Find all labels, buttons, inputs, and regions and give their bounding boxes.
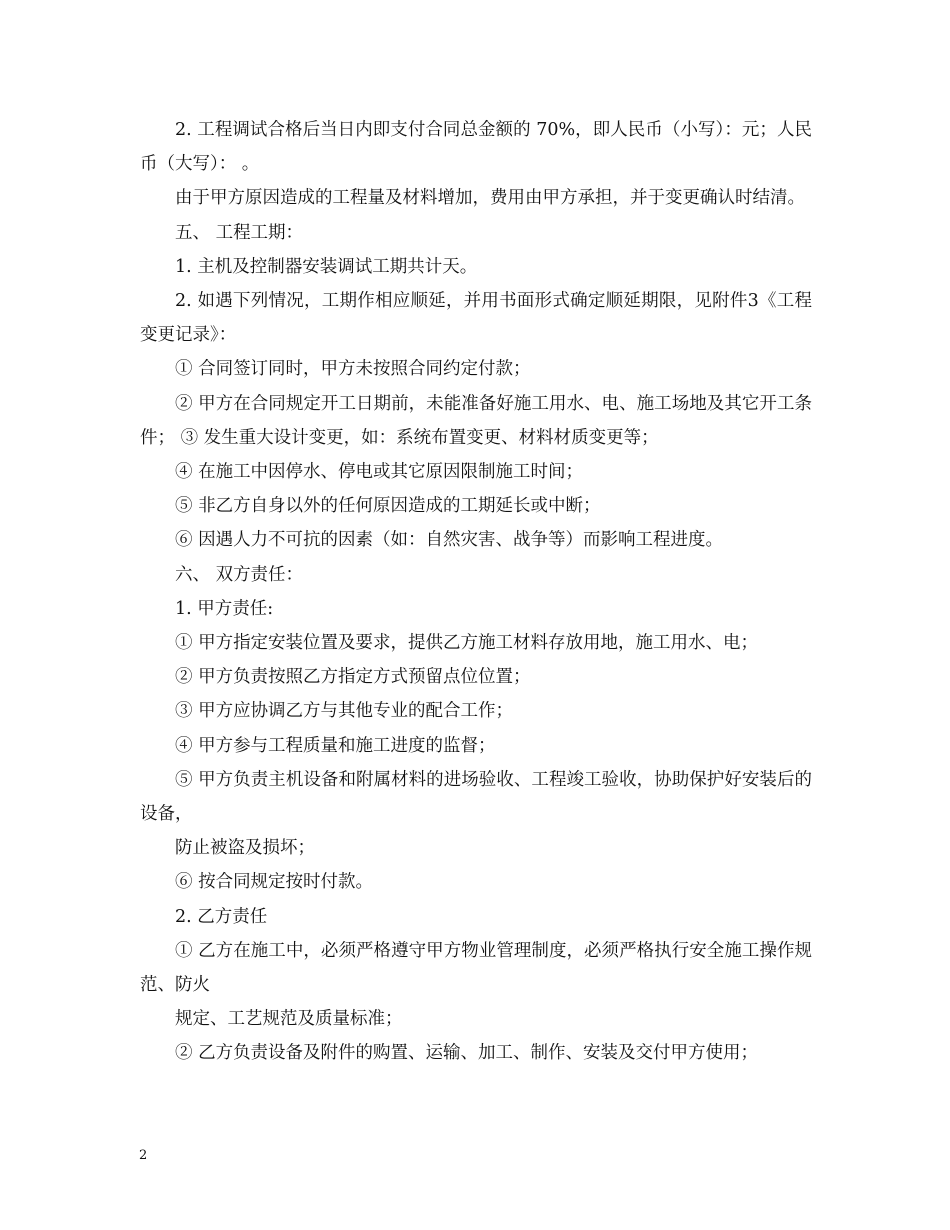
subsection-heading: 1. 甲方责任: [175,598,274,619]
section-heading: 六、 双方责任： [175,564,304,585]
document-body [140,113,812,1071]
list-item-continuation: 规定、工艺规范及质量标准； [175,1009,403,1030]
list-item: ⑥ 因遇人力不可抗的因素（如：自然灾害、战争等）而影响工程进度。 [175,530,724,551]
list-item: ④ 甲方参与工程质量和施工进度的监督； [175,735,496,756]
page-number: 2 [139,1148,148,1163]
list-item: ① 合同签订同时，甲方未按照合同约定付款； [175,359,531,380]
list-item: ⑤ 非乙方自身以外的任何原因造成的工期延长或中断； [175,496,601,517]
list-item: ② 甲方负责按照乙方指定方式预留点位位置； [175,667,531,688]
list-item: ⑤ 甲方负责主机设备和附属材料的进场验收、工程竣工验收，协助保护好安装后的设备， [140,769,812,825]
list-item: ② 乙方负责设备及附件的购置、运输、加工、制作、安装及交付甲方使用； [175,1043,759,1064]
list-item: ② 甲方在合同规定开工日期前，未能准备好施工用水、电、施工场地及其它开工条件； ③ 发生重大设计变更，如：系统布置变更、材料材质变更等； [140,393,812,448]
paragraph: 2. 工程调试合格后当日内即支付合同总金额的 70%，即人民币（小写）：元；人民币（大写）： 。 [140,120,812,175]
paragraph: 1. 主机及控制器安装调试工期共计天。 [175,256,478,277]
list-item: ① 甲方指定安装位置及要求，提供乙方施工材料存放用地，施工用水、电； [175,633,759,654]
section-heading: 五、 工程工期： [175,222,304,243]
list-item: ⑥ 按合同规定按时付款。 [175,872,374,893]
paragraph: 由于甲方原因造成的工程量及材料增加，费用由甲方承担，并于变更确认时结清。 [175,188,805,209]
list-item: ③ 甲方应协调乙方与其他专业的配合工作； [175,701,514,722]
subsection-heading: 2. 乙方责任 [175,906,268,927]
list-item: ④ 在施工中因停水、停电或其它原因限制施工时间； [175,462,584,483]
list-item: ① 乙方在施工中，必须严格遵守甲方物业管理制度，必须严格执行安全施工操作规范、防火 [140,940,812,996]
list-item-continuation: 防止被盗及损坏； [175,838,315,859]
paragraph: 2. 如遇下列情况，工期作相应顺延，并用书面形式确定顺延期限，见附件3《工程变更记录》： [140,291,812,346]
